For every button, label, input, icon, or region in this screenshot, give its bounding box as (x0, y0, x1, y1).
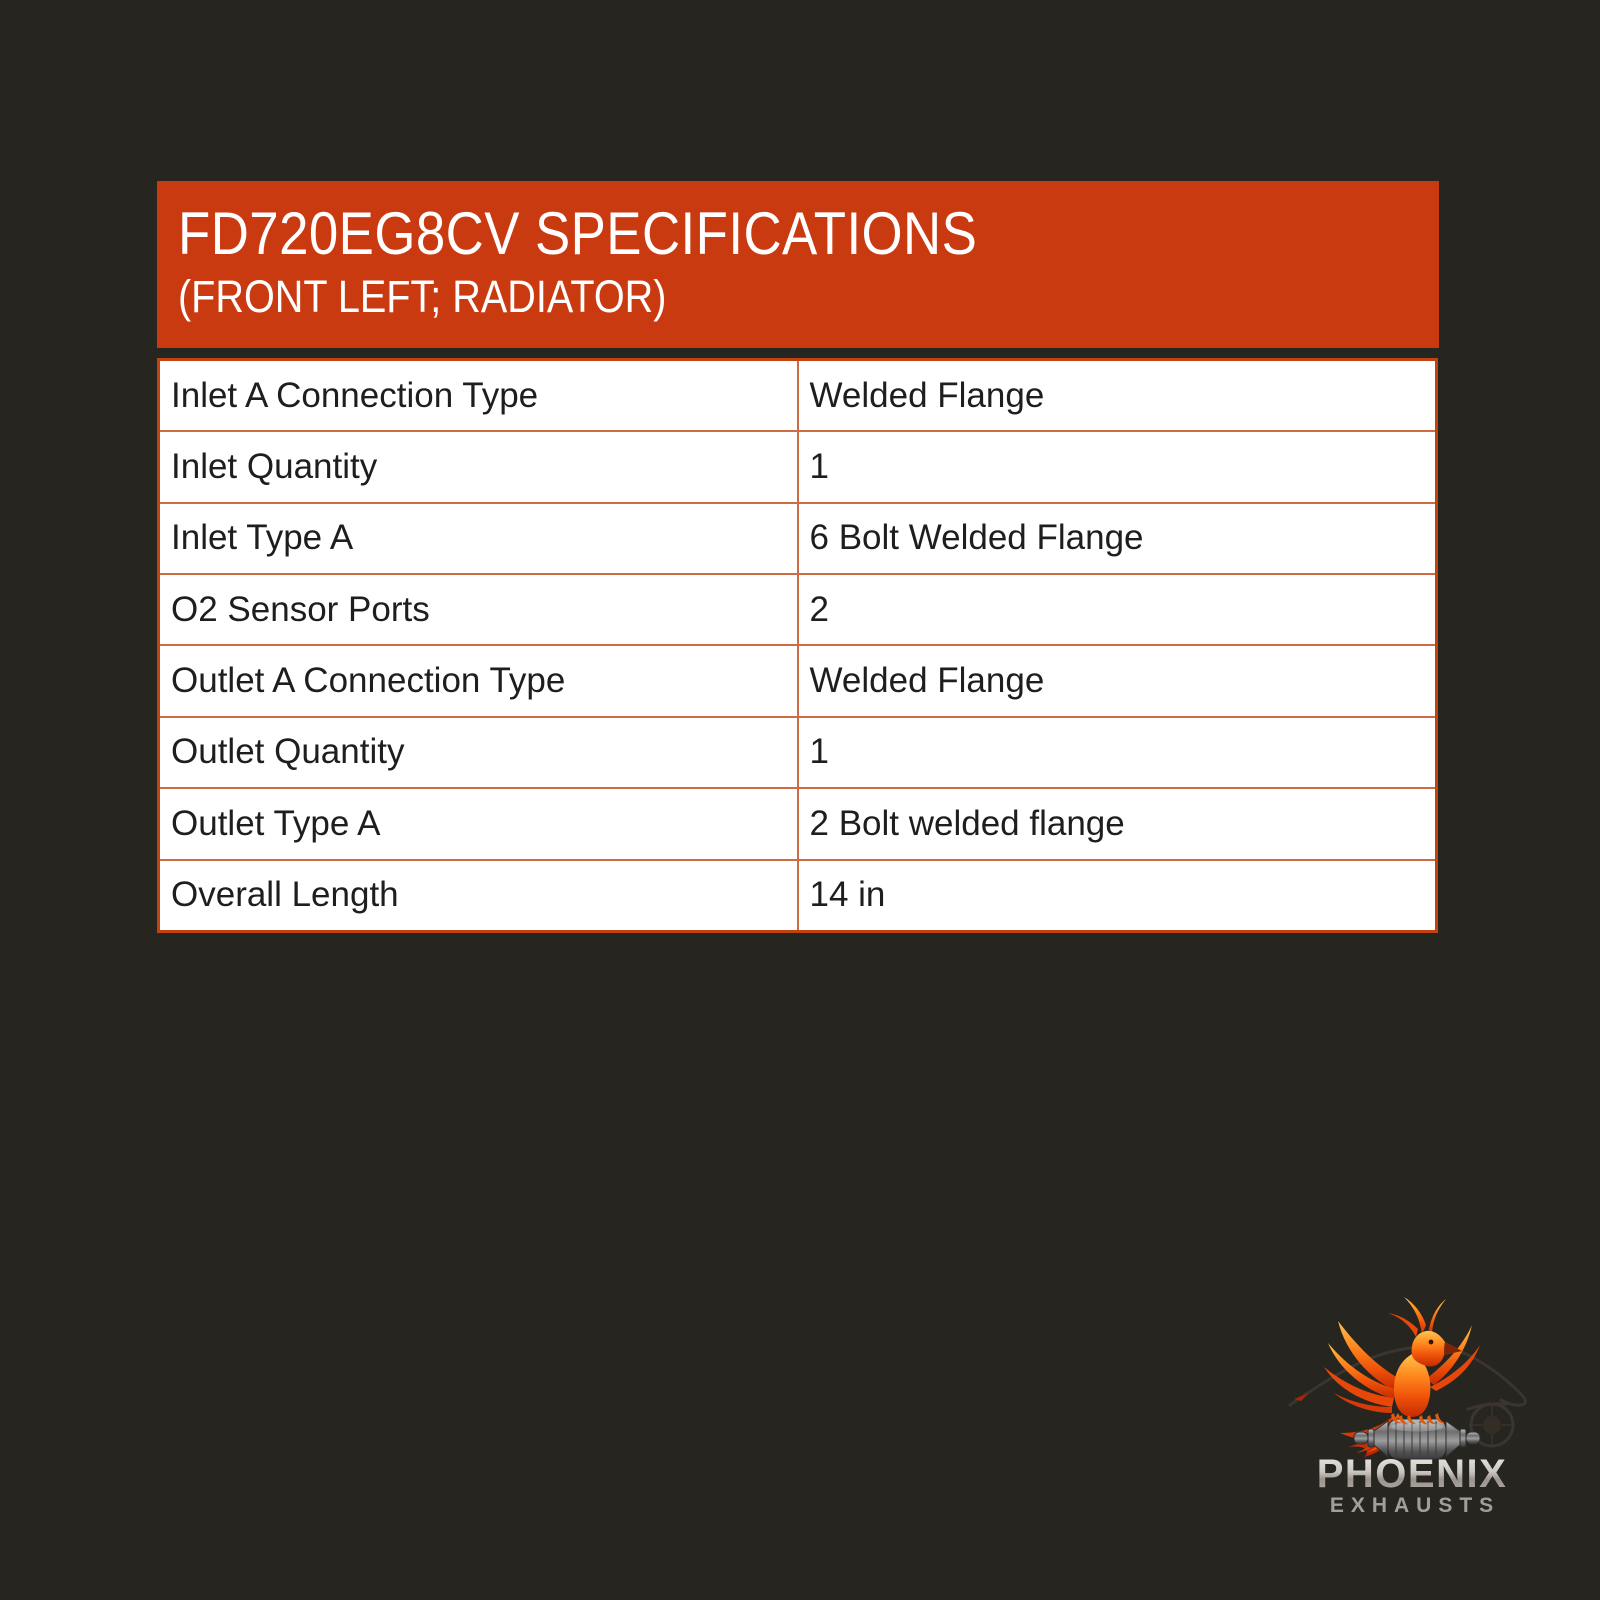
spec-label-cell: Inlet A Connection Type (159, 360, 798, 432)
spec-label-cell: Inlet Type A (159, 503, 798, 574)
spec-value-cell: 1 (798, 717, 1437, 788)
table-row (159, 503, 1437, 574)
brand-logo (1282, 1293, 1542, 1540)
spec-label-cell: Inlet Quantity (159, 431, 798, 502)
spec-table (157, 358, 1438, 933)
table-row (159, 788, 1437, 859)
spec-value-cell: 2 (798, 574, 1437, 645)
spec-label-cell: Outlet Type A (159, 788, 798, 859)
spec-label-cell: Outlet A Connection Type (159, 645, 798, 716)
spec-value-cell: Welded Flange (798, 645, 1437, 716)
table-row (159, 860, 1437, 932)
brand-name-text: PHOENIX (1316, 1452, 1508, 1496)
table-row (159, 360, 1437, 432)
spec-value-cell: 14 in (798, 860, 1437, 932)
product-subtitle: (FRONT LEFT; RADIATOR) (178, 271, 667, 322)
spec-label-cell: O2 Sensor Ports (159, 574, 798, 645)
table-row (159, 645, 1437, 716)
phoenix-exhausts-logo (1282, 1293, 1542, 1540)
table-row (159, 574, 1437, 645)
brand-tagline-text: EXHAUSTS (1329, 1494, 1501, 1517)
spec-value-cell: 2 Bolt welded flange (798, 788, 1437, 859)
table-row (159, 431, 1437, 502)
spec-value-cell: 6 Bolt Welded Flange (798, 503, 1437, 574)
spec-header-panel (157, 181, 1439, 348)
spec-label-cell: Outlet Quantity (159, 717, 798, 788)
product-title: FD720EG8CV SPECIFICATIONS (178, 200, 978, 267)
spec-label-cell: Overall Length (159, 860, 798, 932)
spec-value-cell: 1 (798, 431, 1437, 502)
spec-value-cell: Welded Flange (798, 360, 1437, 432)
table-row (159, 717, 1437, 788)
